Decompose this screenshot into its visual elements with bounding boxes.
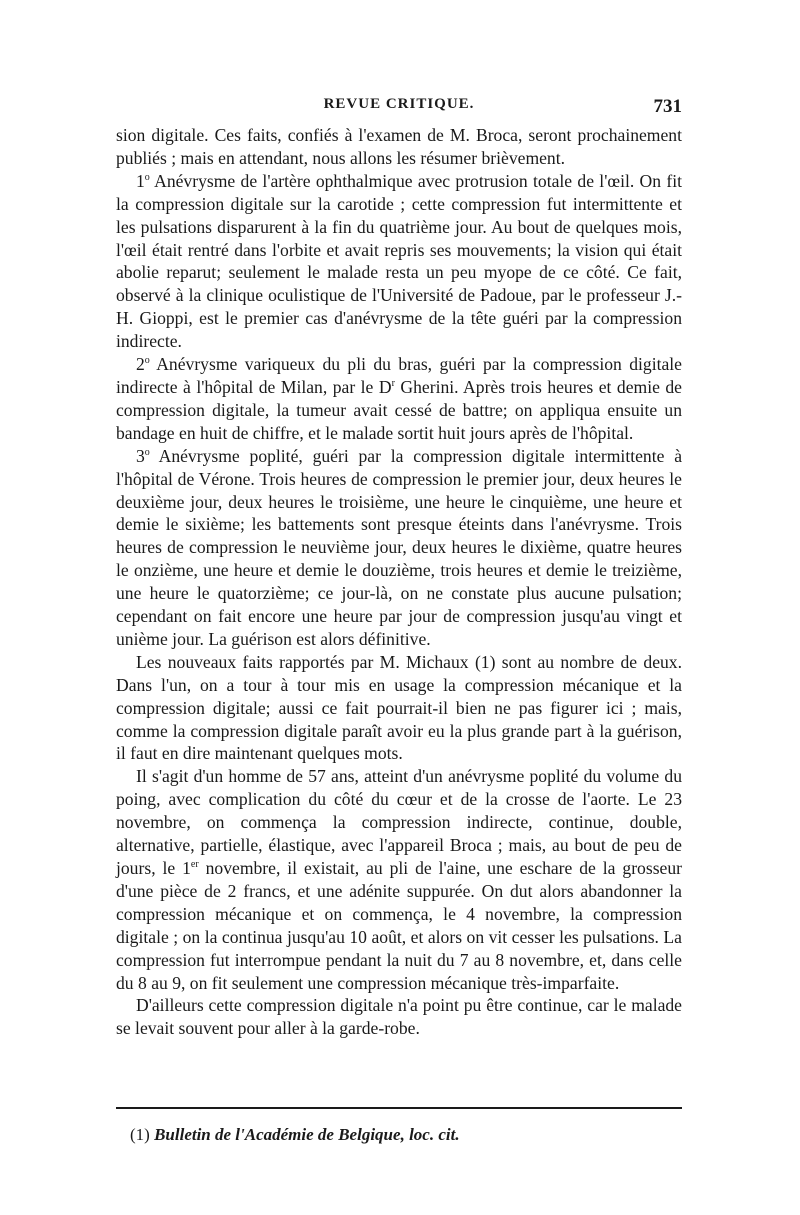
paragraph-text: sion digitale. Ces faits, confiés à l'examen de M. Broca, seront prochainement publiés ; mais en attendant, nous allons les résumer brièvement. bbox=[116, 125, 682, 168]
running-title: REVUE CRITIQUE. bbox=[323, 96, 475, 112]
paragraph-text: Gherini. Après trois heures et demie de compression digitale, la tumeur avait cessé de battre; on appliqua ensuite un bandage en huit de chiffre, et le malade sortit huit jours après de l'hôpital. bbox=[116, 376, 682, 443]
paragraph-case-2 bbox=[116, 353, 682, 445]
paragraph-text: Anévrysme variqueux du pli du bras, guéri par la compression digitale indirecte à l'hôpital de Milan, par le bbox=[116, 354, 682, 397]
paragraph-michaux bbox=[116, 651, 682, 766]
paragraph-case-3 bbox=[116, 445, 682, 651]
paragraph-text: sont au nombre de deux. Dans l'un, on a tour à tour mis en usage la compression mécanique et la compression digitale; aussi ce fait pourrait-il bien ne pas figurer ici ; mais, comme la compression digitale paraît avoir eu la plus grande part à la guérison, il faut en dire maintenant quelques mots. bbox=[116, 651, 683, 764]
footnote-divider bbox=[116, 1107, 682, 1109]
item-number: 2 bbox=[136, 354, 145, 375]
footnote-number: (1) bbox=[130, 1125, 150, 1144]
paragraph-conclusion bbox=[116, 994, 682, 1040]
item-number: 1 bbox=[136, 170, 145, 191]
paragraph-text: D'ailleurs cette compression digitale n'a point pu être continue, car le malade se levait souvent pour aller à la garde-robe. bbox=[116, 995, 682, 1039]
paragraph-text: Anévrysme poplité, guéri par la compression digitale intermittente à l'hôpital de Vérone. Trois heures de compression le premier jour, deux heures le deuxième jour, deux heures le troisième, une heure le cinquième, une heure et demie le sixième; les battements sont presque éteints dans l'anévrysme. Trois heures de compression le neuvième jour, deux heures le dixième, quatre heures le onzième, une heure et demie le douzième, trois heures et demie le treizième, une heure le quatorzième; ce jour-là, on ne constate plus aucune pulsation; cependant on fait encore une heure par jour de compression jusqu'au vingt et unième jour. La guérison est alors définitive. bbox=[116, 445, 682, 649]
paragraph-text: Anévrysme de l'artère ophthalmique avec protrusion totale de l'œil. On fit la compression digitale sur la carotide ; cette compression fut intermittente et les pulsations disparurent à la fin du quatrième jour. Au bout de quelques mois, l'œil était rentré dans l'orbite et avait repris ses mouvements; la vision qui était abolie reparut; seulement le malade resta un peu myope de ce côté. Ce fait, observé à la clinique oculistique de l'Université de Padoue, par le professeur J.-H. Gioppi, est le premier cas d'anévrysme de la tête guéri par la compression indirecte. bbox=[116, 170, 682, 352]
paragraph-text: novembre, il existait, au pli de l'aine, une eschare de la grosseur d'une pièce de 2 francs, et une adénite suppurée. On dut alors abandonner la compression mécanique et on commença, le 4 novembre, la compression digitale ; on la continua jusqu'au 10 août, et alors on vit cesser les pulsations. La compression fut interrompue pendant la nuit du 7 au 8 novembre, et, dans celle du 8 au 9, on fit seulement une compression mécanique très-imparfaite. bbox=[116, 858, 683, 993]
footnote bbox=[130, 1124, 670, 1146]
body-text bbox=[116, 124, 682, 1040]
paragraph-text: Les nouveaux faits rapportés par M. Michaux bbox=[136, 651, 469, 672]
page-number: 731 bbox=[653, 96, 682, 117]
paragraph-intro bbox=[116, 124, 682, 170]
ordinal-superscript: er bbox=[190, 859, 199, 871]
doctor-abbrev: D bbox=[378, 376, 392, 397]
paragraph-patient bbox=[116, 765, 682, 994]
page-header bbox=[116, 96, 682, 120]
item-superscript: o bbox=[144, 171, 150, 183]
item-superscript: o bbox=[144, 446, 150, 458]
footnote-citation: , loc. cit. bbox=[400, 1125, 460, 1144]
paragraph-text: Il s'agit d'un homme de 57 ans, atteint d'un anévrysme poplité du volume du poing, avec complication du côté du cœur et de la crosse de l'aorte. Le 23 novembre, on commença la compression indirecte, continue, double, alternative, partielle, élastique, avec l'appareil Broca ; mais, au bout de peu de jours, le bbox=[116, 766, 682, 878]
doctor-superscript: r bbox=[391, 378, 395, 390]
footnote-source-title: Bulletin de l'Académie de Belgique bbox=[154, 1125, 401, 1144]
ordinal-number: 1 bbox=[182, 858, 191, 878]
item-superscript: o bbox=[144, 355, 150, 367]
paragraph-case-1 bbox=[116, 170, 682, 353]
item-number: 3 bbox=[136, 445, 145, 466]
footnote-reference: (1) bbox=[474, 651, 496, 672]
